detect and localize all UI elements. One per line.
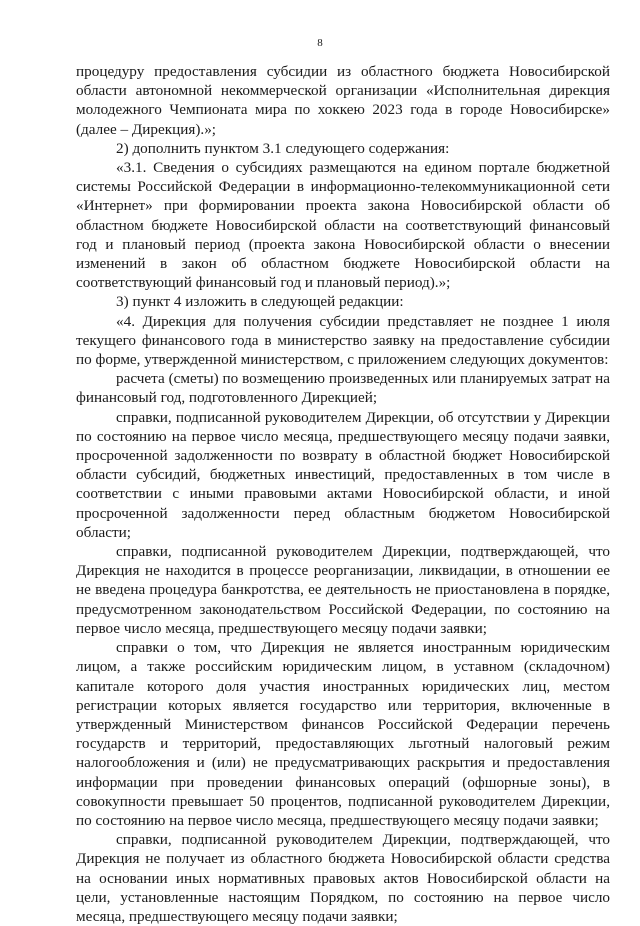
paragraph-item-3: 3) пункт 4 изложить в следующей редакции: bbox=[116, 293, 404, 311]
paragraph-clause-4: «4. Дирекция для получения субсидии представляет не позднее 1 июля текущего финансового года в министерство заявку на предоставление субсидии по форме, утвержденной министерством, с приложением следующих документов: bbox=[76, 312, 610, 369]
document-body bbox=[76, 62, 610, 926]
page-number: 8 bbox=[317, 37, 323, 49]
paragraph-reorganization-certificate: справки, подписанной руководителем Дирекции, подтверждающей, что Дирекция не находится в процессе реорганизации, ликвидации, в отношении ее не введена процедура банкротства, ее деятельность не приостановлена в порядке, предусмотренном законодательством Российской Федерации, по состоянию на первое число месяца, предшествующего месяцу подачи заявки; bbox=[76, 543, 610, 637]
paragraph-continuation: процедуру предоставления субсидии из областного бюджета Новосибирской области автономной некоммерческой организации «Исполнительная дирекция молодежного Чемпионата мира по хоккею 2023 года в городе Новосибирске» (далее – Дирекция).»; bbox=[76, 63, 610, 138]
paragraph-debt-certificate: справки, подписанной руководителем Дирекции, об отсутствии у Дирекции по состоянию на первое число месяца, предшествующего месяцу подачи заявки, просроченной задолженности по возврату в областной бюджет Новосибирской области субсидий, бюджетных инвестиций, предоставленных в том числе в соответствии с иными правовыми актами Новосибирской области, и иной просроченной задолженности перед областным бюджетом Новосибирской области; bbox=[76, 408, 610, 541]
paragraph-foreign-entity-certificate: справки о том, что Дирекция не является иностранным юридическим лицом, а также российским юридическим лицом, в уставном (складочном) капитале которого доля участия иностранных юридических лиц, местом регистрации которых является государство или территория, включенные в утвержденный Министерством финансов Российской Федерации перечень государств и территорий, предоставляющих льготный налоговый режим налогообложения и (или) не предусматривающих раскрытия и предоставления информации при проведении финансовых операций (офшорные зоны), в совокупности превышает 50 процентов, подписанной руководителем Дирекции, по состоянию на первое число месяца, предшествующего месяцу подачи заявки; bbox=[76, 639, 610, 829]
paragraph-item-2: 2) дополнить пунктом 3.1 следующего содержания: bbox=[116, 139, 450, 157]
paragraph-clause-3-1: «3.1. Сведения о субсидиях размещаются на едином портале бюджетной системы Российской Федерации в информационно-телекоммуникационной сети «Интернет» при формировании проекта закона Новосибирской области об областном бюджете Новосибирской области на соответствующий финансовый год и плановый период (проекта закона Новосибирской области о внесении изменений в закон об областном бюджете Новосибирской области на соответствующий финансовый год и плановый период).»; bbox=[76, 159, 610, 292]
paragraph-estimate: расчета (сметы) по возмещению произведенных или планируемых затрат на финансовый год, подготовленного Дирекцией; bbox=[76, 370, 610, 407]
paragraph-funding-certificate: справки, подписанной руководителем Дирекции, подтверждающей, что Дирекция не получает из областного бюджета Новосибирской области средства на основании иных нормативных правовых актов Новосибирской области на цели, установленные настоящим Порядком, по состоянию на первое число месяца, предшествующего месяцу подачи заявки; bbox=[76, 831, 610, 925]
